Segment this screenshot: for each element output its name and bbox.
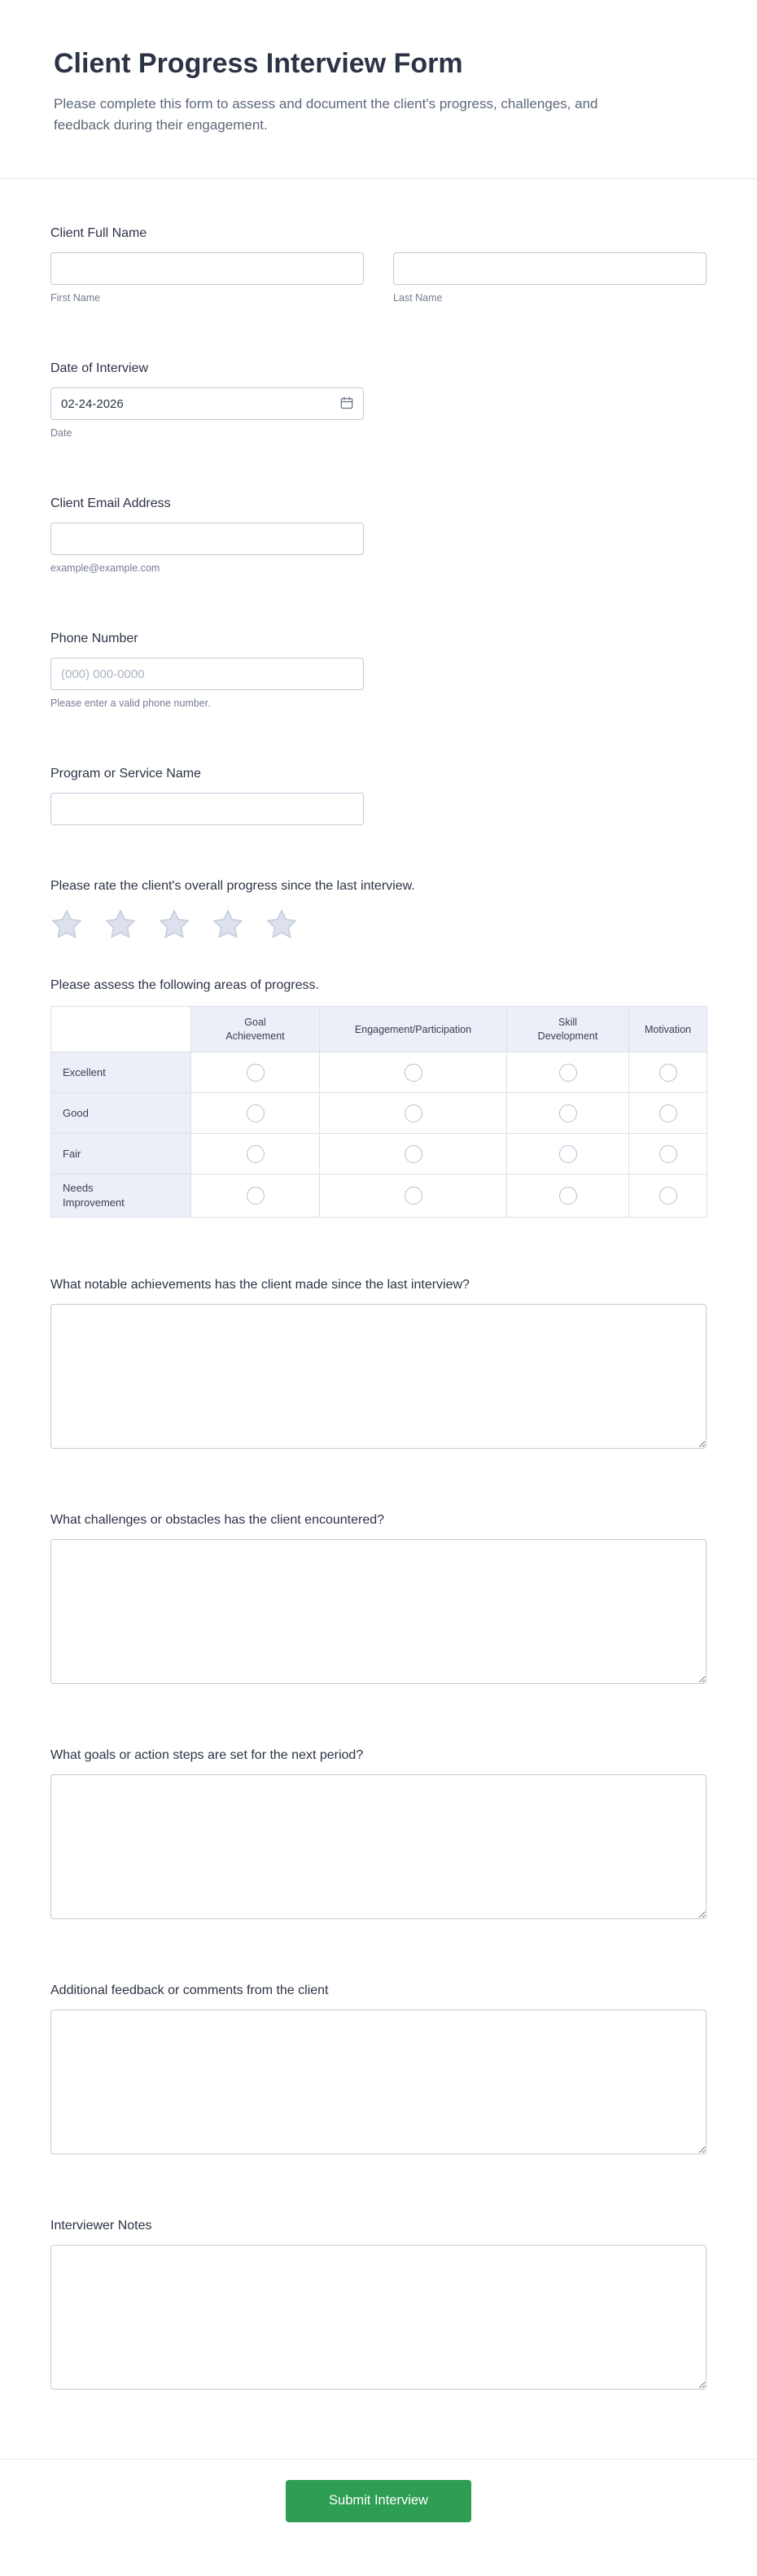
email-sublabel: example@example.com — [50, 562, 160, 575]
star-icon[interactable] — [50, 908, 83, 941]
radio-excellent-motivation[interactable] — [659, 1064, 677, 1082]
program-input[interactable] — [50, 793, 364, 825]
feedback-textarea[interactable] — [50, 2010, 707, 2154]
achievements-textarea[interactable] — [50, 1304, 707, 1449]
field-achievements — [50, 1276, 707, 1453]
first-name-sublabel: First Name — [50, 292, 101, 304]
first-name-input[interactable] — [50, 252, 364, 285]
field-goals — [50, 1747, 707, 1923]
matrix-row-header-fair: Fair — [51, 1134, 191, 1174]
field-program-name — [50, 765, 707, 825]
achievements-label: What notable achievements has the client made since the last interview? — [50, 1277, 470, 1292]
phone-label: Phone Number — [50, 632, 138, 646]
full-name-label: Client Full Name — [50, 226, 147, 241]
submit-section — [0, 2459, 757, 2576]
calendar-icon — [339, 396, 354, 413]
matrix-col-header-engagement: Engagement/Participation — [320, 1007, 507, 1052]
phone-sublabel: Please enter a valid phone number. — [50, 698, 211, 710]
notes-label: Interviewer Notes — [50, 2218, 152, 2233]
star-rating — [50, 908, 707, 941]
rating-label: Please rate the client's overall progress since the last interview. — [50, 879, 415, 894]
field-phone-number — [50, 630, 707, 710]
date-label: Date of Interview — [50, 361, 149, 376]
matrix-row-header-good: Good — [51, 1093, 191, 1134]
radio-needs-improvement-skill[interactable] — [559, 1187, 577, 1205]
form-body — [0, 179, 757, 2393]
star-icon[interactable] — [212, 908, 244, 941]
form-header — [0, 0, 757, 179]
challenges-label: What challenges or obstacles has the client encountered? — [50, 1512, 385, 1527]
matrix-col-header-goal: Goal Achievement — [191, 1007, 320, 1052]
star-icon[interactable] — [158, 908, 190, 941]
radio-good-motivation[interactable] — [659, 1104, 677, 1122]
matrix-col-header-motivation: Motivation — [629, 1007, 707, 1052]
email-label: Client Email Address — [50, 496, 171, 511]
field-progress-rating — [50, 877, 707, 941]
submit-button[interactable]: Submit Interview — [286, 2480, 471, 2522]
matrix-corner-cell — [51, 1007, 191, 1052]
field-progress-matrix — [50, 977, 707, 1217]
field-challenges — [50, 1511, 707, 1688]
radio-excellent-goal[interactable] — [247, 1064, 265, 1082]
challenges-textarea[interactable] — [50, 1539, 707, 1684]
radio-excellent-engagement[interactable] — [405, 1064, 422, 1082]
last-name-sublabel: Last Name — [393, 292, 443, 304]
field-interviewer-notes — [50, 2217, 707, 2394]
matrix-header-row — [51, 1007, 707, 1052]
matrix-label: Please assess the following areas of progress. — [50, 978, 319, 993]
date-sublabel: Date — [50, 427, 72, 440]
goals-textarea[interactable] — [50, 1774, 707, 1919]
date-input[interactable] — [50, 387, 364, 420]
name-inputs-row — [50, 252, 707, 304]
radio-fair-engagement[interactable] — [405, 1145, 422, 1163]
goals-label: What goals or action steps are set for the next period? — [50, 1747, 364, 1762]
matrix-row-header-excellent: Excellent — [51, 1052, 191, 1093]
radio-good-engagement[interactable] — [405, 1104, 422, 1122]
matrix-row-excellent — [51, 1052, 707, 1093]
phone-input[interactable] — [50, 658, 364, 690]
matrix-row-header-needs-improvement: Needs Improvement — [51, 1174, 191, 1217]
radio-fair-skill[interactable] — [559, 1145, 577, 1163]
radio-fair-motivation[interactable] — [659, 1145, 677, 1163]
radio-needs-improvement-engagement[interactable] — [405, 1187, 422, 1205]
date-input-wrap — [50, 387, 364, 420]
form-subtitle: Please complete this form to assess and document the client's progress, challenges, and feedback during their engagement. — [54, 95, 598, 133]
matrix-row-good — [51, 1093, 707, 1134]
star-icon[interactable] — [265, 908, 298, 941]
field-client-full-name — [50, 225, 707, 304]
notes-textarea[interactable] — [50, 2245, 707, 2390]
radio-good-skill[interactable] — [559, 1104, 577, 1122]
calendar-picker-button[interactable] — [335, 391, 359, 416]
last-name-group — [393, 252, 707, 304]
page-title: Client Progress Interview Form — [54, 48, 463, 79]
matrix-row-fair — [51, 1134, 707, 1174]
last-name-input[interactable] — [393, 252, 707, 285]
field-client-email — [50, 495, 707, 575]
star-icon[interactable] — [104, 908, 137, 941]
first-name-group — [50, 252, 364, 304]
radio-good-goal[interactable] — [247, 1104, 265, 1122]
field-date-of-interview — [50, 360, 707, 440]
radio-needs-improvement-motivation[interactable] — [659, 1187, 677, 1205]
feedback-label: Additional feedback or comments from the client — [50, 1983, 329, 1997]
field-additional-feedback — [50, 1982, 707, 2158]
radio-excellent-skill[interactable] — [559, 1064, 577, 1082]
email-input[interactable] — [50, 523, 364, 555]
progress-matrix-table — [50, 1006, 707, 1217]
radio-needs-improvement-goal[interactable] — [247, 1187, 265, 1205]
matrix-row-needs-improvement — [51, 1174, 707, 1217]
matrix-col-header-skill: Skill Development — [507, 1007, 629, 1052]
program-label: Program or Service Name — [50, 767, 201, 781]
radio-fair-goal[interactable] — [247, 1145, 265, 1163]
